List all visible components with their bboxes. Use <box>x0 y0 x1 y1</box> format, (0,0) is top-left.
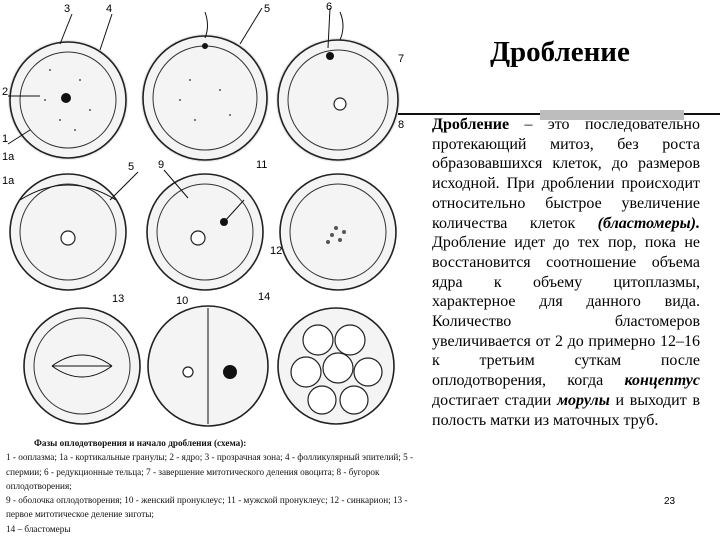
figure-label: 1а <box>2 151 15 163</box>
fertilization-cleavage-diagram <box>0 0 430 430</box>
definition-paragraph <box>432 115 700 430</box>
cell-stage-4 <box>10 174 126 290</box>
definition-term-blastomeres: (бластомеры). <box>597 214 700 232</box>
cell-stage-2 <box>141 12 269 162</box>
caption-title: Фазы оплодотворения и начало дробления (схема): <box>34 438 247 448</box>
figure-label: 2 <box>2 86 9 98</box>
definition-text: Дробление идет до тех пор, пока не восстановится соотношение объема ядра к объему цитоплазмы, характерное для данного вида. Количество бластомеров увеличивается от 2 до примерно 12–16 к третьим суткам после оплодотворения, когда <box>432 234 700 390</box>
figure-label: 3 <box>64 3 71 15</box>
definition-text: – это последовательно протекающий митоз, без роста образовавшихся клеток, до размеров исходной. При дроблении происходит относительно быстрое увеличение количества клеток <box>432 116 700 232</box>
figure-label: 10 <box>176 295 189 307</box>
figure-label: 1а <box>2 175 15 187</box>
figure-label: 5 <box>264 3 271 15</box>
definition-term-morula: морулы <box>557 391 610 409</box>
cell-stage-7 <box>24 308 140 424</box>
cell-stage-8 <box>148 306 268 426</box>
figure-label: 7 <box>398 53 405 65</box>
figure-caption <box>6 436 426 536</box>
cell-stage-1 <box>8 40 128 160</box>
page-number: 23 <box>664 496 676 507</box>
figure-label: 5 <box>128 161 135 173</box>
cell-stage-3 <box>276 12 400 162</box>
cell-stage-6 <box>280 174 396 290</box>
figure-label: 8 <box>398 119 405 131</box>
caption-legend: 1 - ооплазма; 1а - кортикальные гранулы; 2 - ядро; 3 - прозрачная зона; 4 - фолликулярный эпителий; 5 - спермии; 6 - редукционные тельца; 7 - завершение митотического деления овоцита; 8 - бугорок оплодотворения; 9 - оболочка оплодотворения; 10 - женский пронуклеус; 11 - мужской пронуклеус; 12 - синкарион; 13 - первое митотическое деление зиготы; 14 – бластомеры <box>6 452 414 534</box>
cell-stage-5 <box>147 174 263 290</box>
figure-label: 11 <box>256 159 268 171</box>
figure-label: 12 <box>270 245 283 257</box>
figure-label: 4 <box>106 3 113 15</box>
definition-term-conceptus: концептус <box>624 372 700 390</box>
figure-label: 1 <box>2 133 9 145</box>
figure-label: 6 <box>326 1 333 13</box>
definition-text: достигает стадии <box>432 391 558 409</box>
figure-label: 14 <box>258 291 271 303</box>
definition-term: Дробление <box>432 116 510 133</box>
figure-label: 13 <box>112 293 125 305</box>
cell-stage-9 <box>278 308 394 424</box>
slide-title: Дробление <box>490 36 630 68</box>
figure-label: 9 <box>158 159 165 171</box>
definition-text: и выходит в полость матки из маточных труб. <box>432 391 701 429</box>
